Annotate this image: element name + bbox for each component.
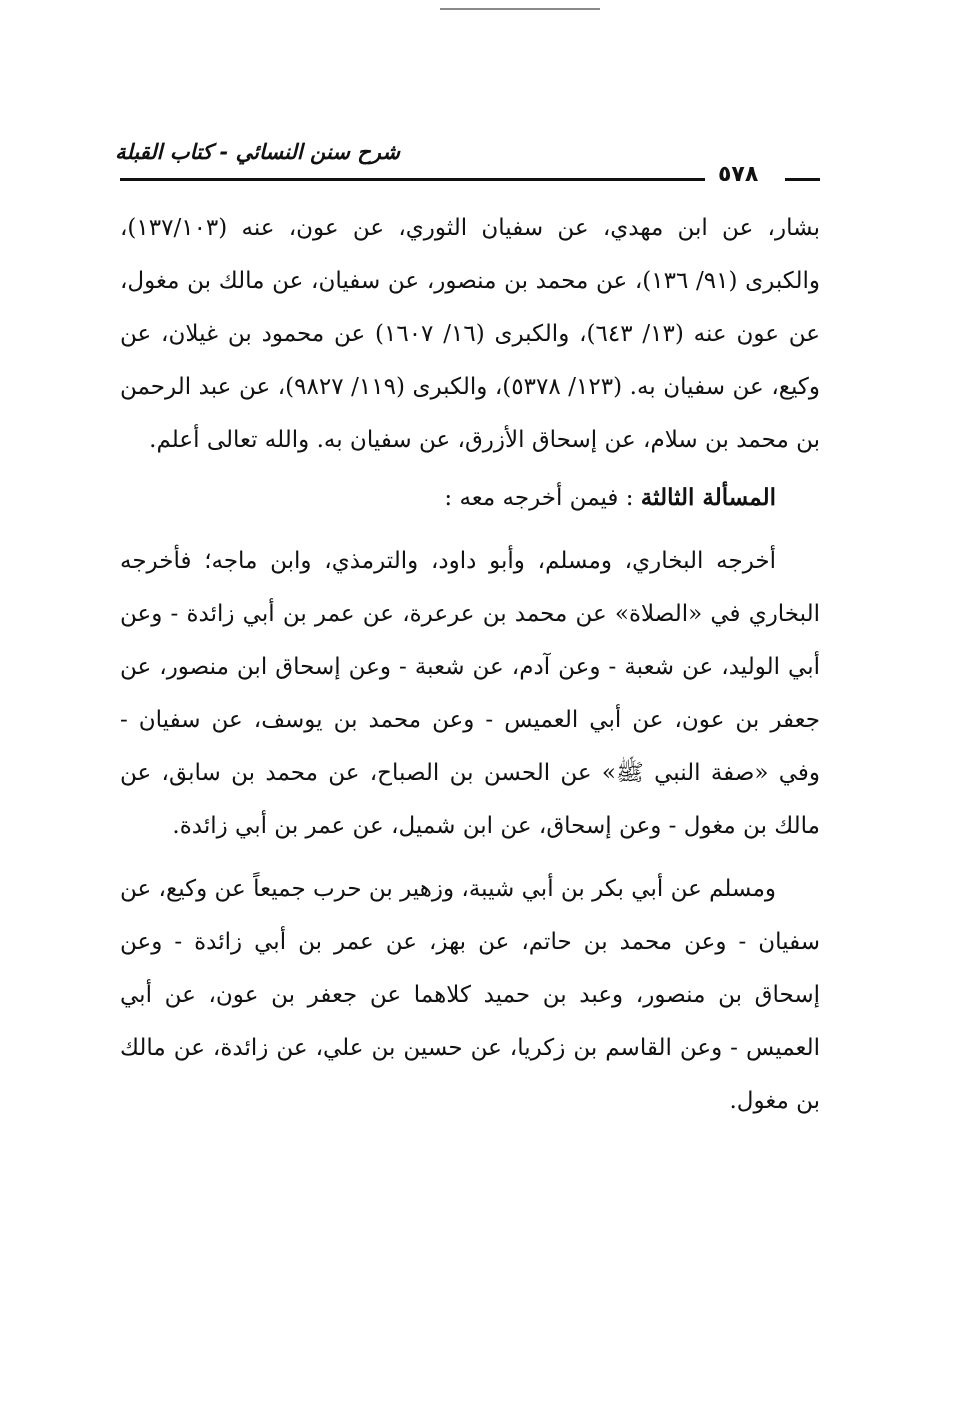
top-edge-rule — [440, 8, 600, 10]
page-header — [115, 140, 820, 190]
running-title: شرح سنن النسائي - كتاب القبلة — [115, 140, 400, 164]
paragraph-muslim: ومسلم عن أبي بكر بن أبي شيبة، وزهير بن حرب جميعاً عن وكيع، عن سفيان - وعن محمد بن حاتم، عن بهز، عن عمر بن أبي زائدة - وعن إسحاق بن منصور، وعبد بن حميد كلاهما عن جعفر بن عون، عن أبي العميس - وعن القاسم بن زكريا، عن حسين بن علي، عن زائدة، عن مالك بن مغول. — [120, 876, 820, 1114]
paragraph-gap — [120, 853, 820, 863]
paragraph-sources-continued: بشار، عن ابن مهدي، عن سفيان الثوري، عن عون، عنه (١٣٧/١٠٣)، والكبرى (٩١/ ١٣٦)، عن محمد بن منصور، عن سفيان، عن مالك بن مغول، عن عون عنه (١٣/ ٦٤٣)، والكبرى (١٦/ ١٦٠٧) عن محمود بن غيلان، عن وكيع، عن سفيان به. (١٢٣/ ٥٣٧٨)، والكبرى (١١٩/ ٩٨٢٧)، عن عبد الرحمن بن محمد بن سلام، عن إسحاق الأزرق، عن سفيان به. والله تعالى أعلم. — [120, 215, 821, 453]
section-heading-label: المسألة الثالثة — [640, 484, 776, 511]
page-number-rule — [785, 178, 820, 181]
paragraph-bukhari: أخرجه البخاري، ومسلم، وأبو داود، والترمذي، وابن ماجه؛ فأخرجه البخاري في «الصلاة» عن محمد بن عرعرة، عن عمر بن أبي زائدة - وعن أبي الوليد، عن شعبة - وعن آدم، عن شعبة - وعن إسحاق ابن منصور، عن جعفر بن عون، عن أبي العميس - وعن محمد بن يوسف، عن سفيان - وفي «صفة النبي ﷺ» عن الحسن بن الصباح، عن محمد بن سابق، عن مالك بن مغول - وعن إسحاق، عن ابن شميل، عن عمر بن أبي زائدة. — [120, 548, 820, 839]
header-rule — [120, 178, 705, 181]
page-body — [120, 202, 820, 1128]
section-heading-text: : فيمن أخرجه معه : — [444, 485, 634, 511]
section-heading — [120, 471, 820, 525]
page-number: ٥٧٨ — [718, 162, 759, 187]
